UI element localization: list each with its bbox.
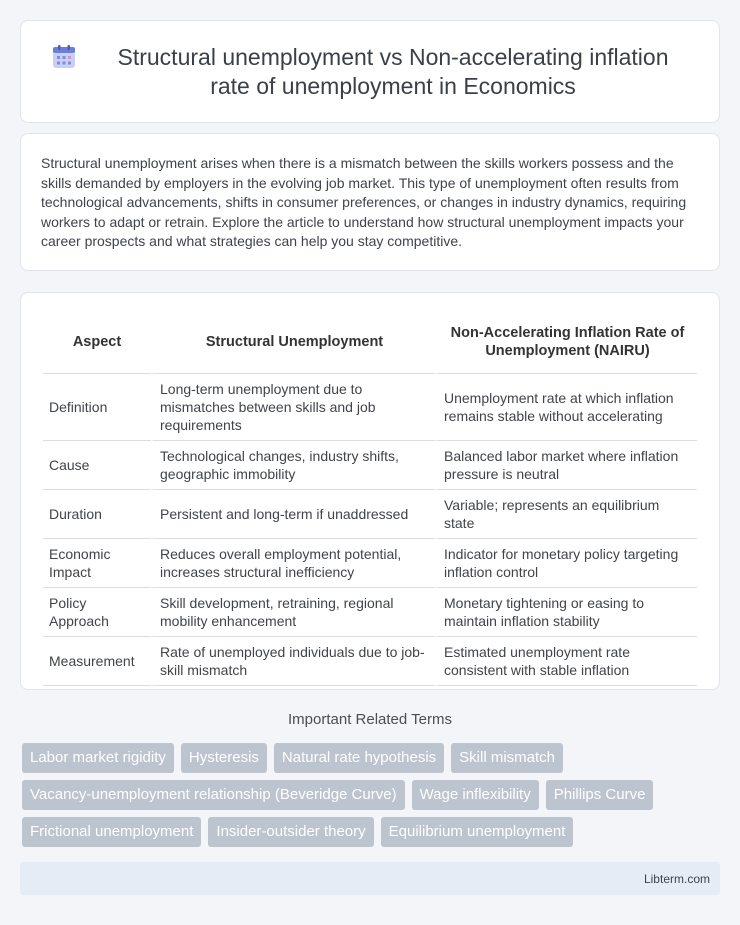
table-row (43, 490, 697, 539)
table-row (43, 441, 697, 490)
tag-phillips-curve[interactable]: Phillips Curve (546, 780, 654, 810)
intro-card (20, 133, 720, 271)
header-nairu: Non-Accelerating Inflation Rate of Unemployment (NAIRU) (435, 311, 697, 374)
row-nairu: Variable; represents an equilibrium state (435, 490, 697, 539)
table-row (43, 637, 697, 686)
row-structural: Skill development, retraining, regional mobility enhancement (151, 588, 435, 637)
tag-natural-rate-hypothesis[interactable]: Natural rate hypothesis (274, 743, 444, 773)
table-row (43, 588, 697, 637)
row-structural: Long-term unemployment due to mismatches between skills and job requirements (151, 374, 435, 441)
header-aspect: Aspect (43, 311, 151, 374)
calendar-icon (51, 44, 77, 70)
row-nairu: Estimated unemployment rate consistent with stable inflation (435, 637, 697, 686)
footer (20, 862, 720, 895)
footer-site-link[interactable]: Libterm.com (643, 871, 710, 886)
tag-wage-inflexibility[interactable]: Wage inflexibility (412, 780, 539, 810)
table-row (43, 539, 697, 588)
row-aspect: Policy Approach (43, 588, 151, 637)
tag-equilibrium-unemployment[interactable]: Equilibrium unemployment (381, 817, 574, 847)
row-structural: Reduces overall employment potential, increases structural inefficiency (151, 539, 435, 588)
tag-frictional-unemployment[interactable]: Frictional unemployment (22, 817, 201, 847)
row-aspect: Economic Impact (43, 539, 151, 588)
row-structural: Rate of unemployed individuals due to job-skill mismatch (151, 637, 435, 686)
intro-paragraph: Structural unemployment arises when there is a mismatch between the skills workers possess and the skills demanded by employers in the evolving job market. This type of unemployment often results from technological advancements, shifts in consumer preferences, or changes in industry dynamics, requiring workers to adapt or retrain. Explore the article to understand how structural unemployment impacts your career prospects and what strategies can help you stay competitive. (41, 155, 687, 250)
row-aspect: Duration (43, 490, 151, 539)
tag-skill-mismatch[interactable]: Skill mismatch (451, 743, 563, 773)
comparison-card (20, 292, 720, 690)
row-aspect: Measurement (43, 637, 151, 686)
tag-insider-outsider-theory[interactable]: Insider-outsider theory (208, 817, 373, 847)
comparison-table (43, 311, 697, 686)
table-header-row (43, 311, 697, 374)
row-structural: Technological changes, industry shifts, geographic immobility (151, 441, 435, 490)
row-nairu: Balanced labor market where inflation pressure is neutral (435, 441, 697, 490)
row-aspect: Definition (43, 374, 151, 441)
row-nairu: Monetary tightening or easing to maintain inflation stability (435, 588, 697, 637)
table-row (43, 374, 697, 441)
row-nairu: Unemployment rate at which inflation remains stable without accelerating (435, 374, 697, 441)
row-structural: Persistent and long-term if unaddressed (151, 490, 435, 539)
related-terms-list (22, 743, 722, 847)
header-structural: Structural Unemployment (151, 311, 435, 374)
title-card (20, 20, 720, 123)
row-aspect: Cause (43, 441, 151, 490)
related-terms-title: Important Related Terms (288, 711, 452, 728)
tag-hysteresis[interactable]: Hysteresis (181, 743, 267, 773)
tag-beveridge-curve[interactable]: Vacancy-unemployment relationship (Beveridge Curve) (22, 780, 405, 810)
tag-labor-market-rigidity[interactable]: Labor market rigidity (22, 743, 174, 773)
row-nairu: Indicator for monetary policy targeting inflation control (435, 539, 697, 588)
page-title: Structural unemployment vs Non-accelerating inflation rate of unemployment in Economics (117, 43, 669, 99)
